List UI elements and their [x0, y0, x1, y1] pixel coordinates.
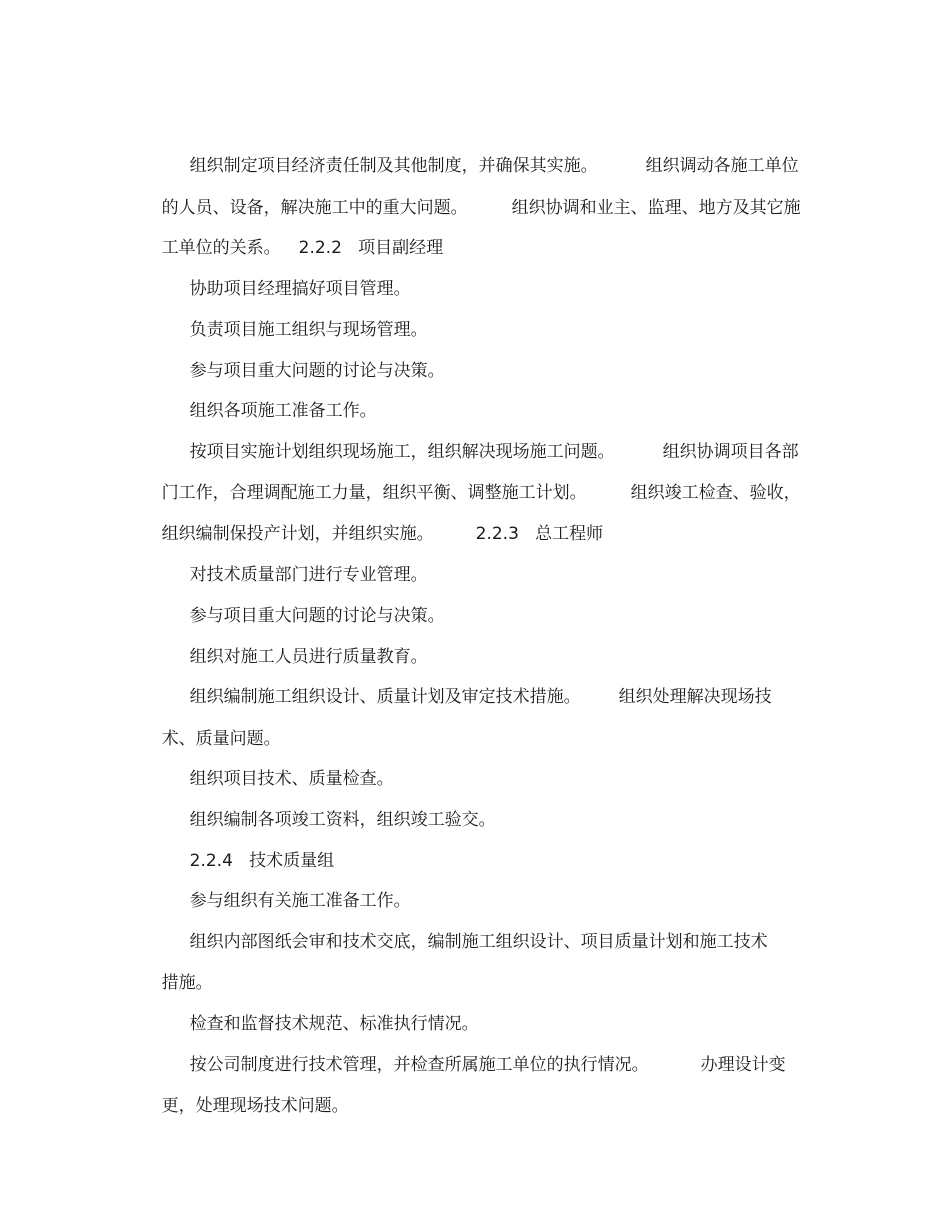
text-segment: 措施。 — [161, 973, 213, 993]
text-segment: 门工作，合理调配施工力量，组织平衡、调整施工计划。 — [161, 483, 587, 503]
text-segment: 对技术质量部门进行专业管理。 — [189, 565, 428, 585]
text-segment: 按项目实施计划组织现场施工，组织解决现场施工问题。 — [189, 442, 615, 462]
text-segment: 组织竣工检查、验收， — [630, 483, 801, 503]
text-segment: 组织编制保投产计划，并组织实施。 — [161, 524, 434, 544]
text-segment: 组织内部图纸会审和技术交底，编制施工组织设计、项目质量计划和施工技术 — [189, 932, 768, 952]
text-segment: 组织对施工人员进行质量教育。 — [189, 647, 428, 667]
text-segment: 协助项目经理搞好项目管理。 — [189, 279, 411, 299]
text-segment: 组织编制施工组织设计、质量计划及审定技术措施。 — [189, 687, 581, 707]
section-heading: 2.2.2 项目副经理 — [298, 238, 444, 258]
text-segment: 组织编制各项竣工资料，组织竣工验交。 — [189, 810, 496, 830]
text-segment: 组织项目技术、质量检查。 — [189, 769, 394, 789]
text-segment: 组织制定项目经济责任制及其他制度，并确保其实施。 — [189, 156, 598, 176]
paragraph-line — [140, 1070, 349, 1142]
text-segment: 参与组织有关施工准备工作。 — [189, 891, 411, 911]
text-segment: 办理设计变 — [700, 1055, 786, 1075]
text-segment: 负责项目施工组织与现场管理。 — [189, 320, 428, 340]
text-segment: 检查和监督技术规范、标准执行情况。 — [189, 1014, 479, 1034]
text-segment: 组织各项施工准备工作。 — [189, 401, 377, 421]
text-segment: 工单位的关系。 — [161, 238, 281, 258]
paragraph-line — [168, 906, 768, 978]
text-segment: 组织调动各施工单位 — [645, 156, 799, 176]
text-segment: 术、质量问题。 — [161, 729, 281, 749]
text-segment: 组织处理解决现场技 — [618, 687, 772, 707]
text-segment: 参与项目重大问题的讨论与决策。 — [189, 361, 445, 381]
text-segment: 组织协调和业主、监理、地方及其它施 — [511, 198, 801, 218]
text-segment: 参与项目重大问题的讨论与决策。 — [189, 606, 445, 626]
text-segment: 组织协调项目各部 — [662, 442, 799, 462]
text-segment: 按公司制度进行技术管理，并检查所属施工单位的执行情况。 — [189, 1055, 649, 1075]
section-heading: 2.2.4 技术质量组 — [189, 851, 335, 871]
text-segment: 更，处理现场技术问题。 — [161, 1096, 349, 1116]
text-segment: 的人员、设备，解决施工中的重大问题。 — [161, 198, 468, 218]
section-heading: 2.2.3 总工程师 — [475, 524, 604, 544]
